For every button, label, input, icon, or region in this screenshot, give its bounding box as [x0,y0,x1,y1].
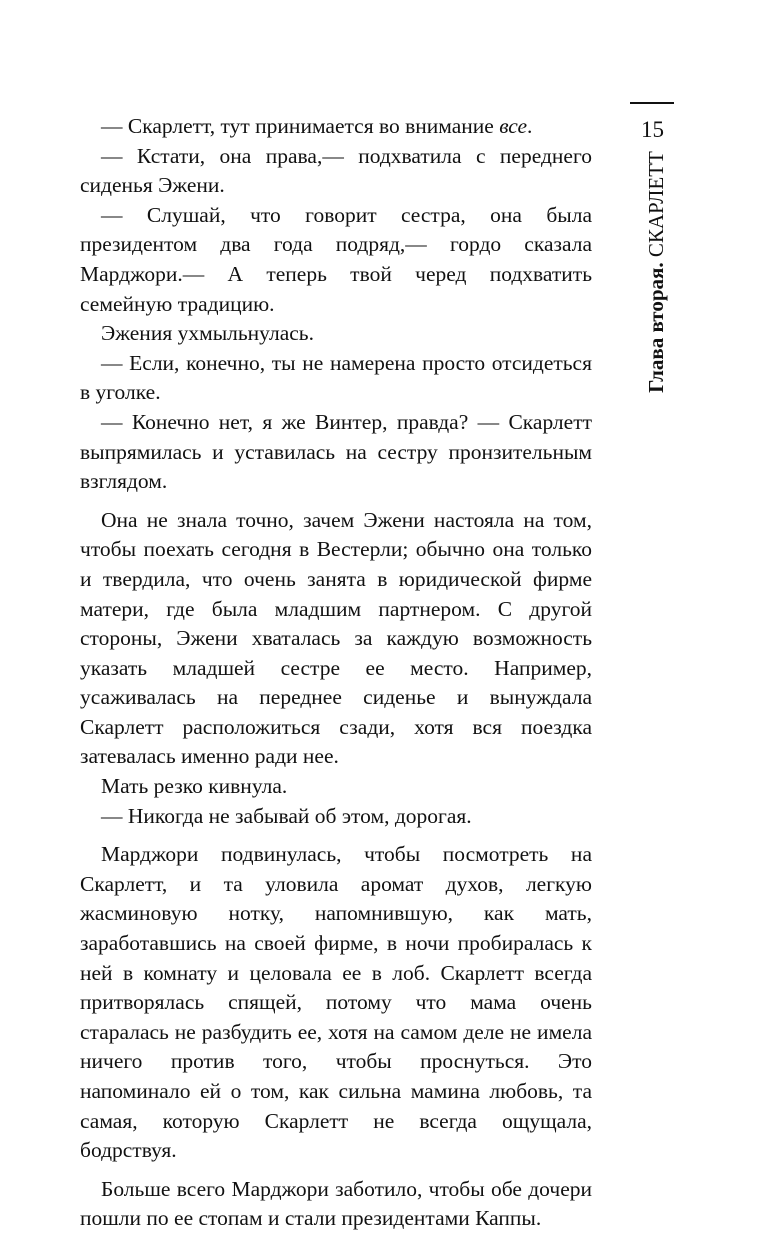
paragraph: — Конечно нет, я же Винтер, правда? — Скарлетт выпрямилась и уставилась на сестру пронзительным взглядом. [80,409,592,494]
paragraph: Мать резко кивнула. [101,774,288,799]
paragraph: Она не знала точно, зачем Эжени настояла на том, чтобы поехать сегодня в Вестерли; обычно она только и твердила, что очень занята в юридической фирме матери, где была младшим партнером. С другой стороны, Эжени хваталась за каждую возможность указать младшей сестре ее место. Например, усаживалась на переднее сиденье и вынуждала Скарлетт расположиться сзади, хотя вся поездка затевалась именно ради нее. [80,507,592,769]
paragraph: Больше всего Марджори заботило, чтобы обе дочери пошли по ее стопам и стали президентами Каппы. [80,1176,592,1231]
paragraph: Эжения ухмыльнулась. [101,321,314,346]
running-head [644,151,668,393]
paragraph: — Если, конечно, ты не намерена просто отсидеться в уголке. [80,350,592,405]
page-number: 15 [641,117,664,142]
running-head-chapter: Глава вторая. [644,262,668,393]
paragraph: — Кстати, она права,— подхватила с переднего сиденья Эжени. [80,143,592,198]
text-body [80,112,592,1234]
paragraph: — Слушай, что говорит сестра, она была президентом два года подряд,— гордо сказала Марджори.— А теперь твой черед подхватить семейную традицию. [80,202,592,316]
paragraph: Марджори подвинулась, чтобы посмотреть на Скарлетт, и та уловила аромат духов, легкую жасминовую нотку, напомнившую, как мать, заработавшись на своей фирме, в ночи пробиралась к ней в комнату и целовала ее в лоб. Скарлетт всегда притворялась спящей, потому что мама очень старалась не разбудить ее, хотя на самом деле не имела ничего против того, чтобы проснуться. Это напоминало ей о том, как сильна мамина любовь, та самая, которую Скарлетт не всегда ощущала, бодрствуя. [80,842,592,1163]
emphasis: все [499,114,528,138]
header-rule [630,102,674,104]
paragraph: — Никогда не забывай об этом, дорогая. [101,803,472,828]
running-head-title: СКАРЛЕТТ [644,151,668,258]
paragraph: — Скарлетт, тут принимается во внимание все. [101,114,533,138]
